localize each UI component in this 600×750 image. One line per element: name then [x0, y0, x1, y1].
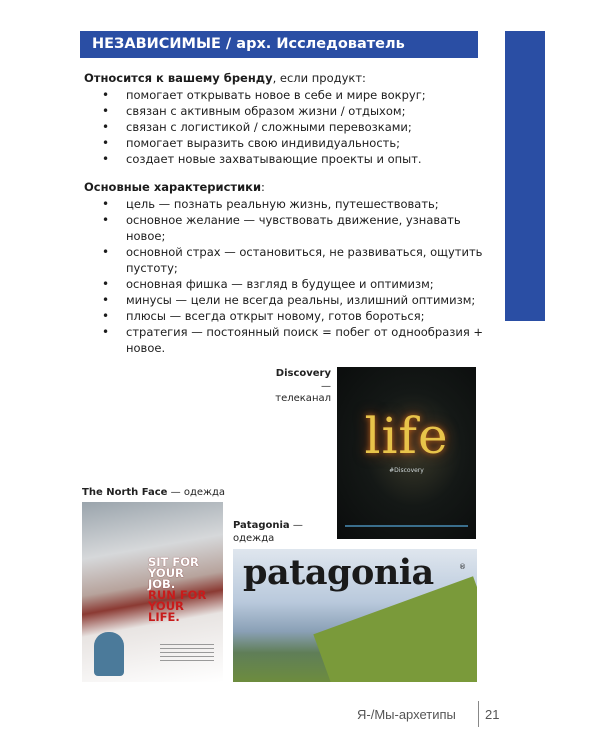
list-item: • основная фишка — взгляд в будущее и оптимизм; [84, 276, 494, 292]
brand-fit-section [84, 70, 494, 167]
list-item: • основное желание — чувствовать движение, узнавать новое; [84, 212, 494, 244]
discovery-logo: #Discovery [389, 467, 424, 474]
fine-print [160, 644, 214, 662]
patagonia-ad [233, 549, 477, 682]
side-accent-bar [505, 31, 545, 321]
list-item: • помогает открывать новое в себе и мире вокруг; [84, 87, 494, 103]
northface-slogan: SIT FOR YOUR JOB. RUN FOR YOUR LIFE. [148, 555, 207, 624]
list-item: • создает новые захватывающие проекты и опыт. [84, 151, 494, 167]
list-item: • основной страх — остановиться, не развиваться, ощутить пустоту; [84, 244, 494, 276]
discovery-poster [337, 367, 476, 539]
list-item: • помогает выразить свою индивидуальность; [84, 135, 494, 151]
traits-list [84, 196, 494, 356]
footer-section-title: Я-/Мы-архетипы [357, 707, 456, 722]
patagonia-caption: Patagonia — одежда [233, 520, 303, 544]
patagonia-logo: patagonia [243, 552, 434, 593]
list-item: • цель — познать реальную жизнь, путешествовать; [84, 196, 494, 212]
northface-poster [82, 502, 223, 682]
list-item: • минусы — цели не всегда реальны, излишний оптимизм; [84, 292, 494, 308]
brand-fit-list [84, 87, 494, 167]
northface-caption: The North Face — одежда [82, 487, 226, 498]
traits-heading: Основные характеристики: [84, 180, 265, 194]
registered-mark: ® [459, 563, 466, 571]
brand-fit-heading: Относится к вашему бренду, если продукт: [84, 71, 366, 85]
list-item: • связан с активным образом жизни / отдыхом; [84, 103, 494, 119]
discovery-caption: Discovery — телеканал [275, 368, 331, 404]
footer-divider [478, 701, 479, 727]
discovery-poster-title: life [364, 407, 449, 465]
poster-strip [345, 525, 468, 527]
traits-section [84, 179, 494, 356]
page-number: 21 [485, 707, 500, 722]
list-item: • плюсы — всегда открыт новому, готов бороться; [84, 308, 494, 324]
list-item: • стратегия — постоянный поиск = побег от однообразия + новое. [84, 324, 494, 356]
list-item: • связан с логистикой / сложными перевозками; [84, 119, 494, 135]
person-figure [94, 632, 124, 676]
page-title: НЕЗАВИСИМЫЕ / арх. Исследователь [80, 31, 478, 58]
